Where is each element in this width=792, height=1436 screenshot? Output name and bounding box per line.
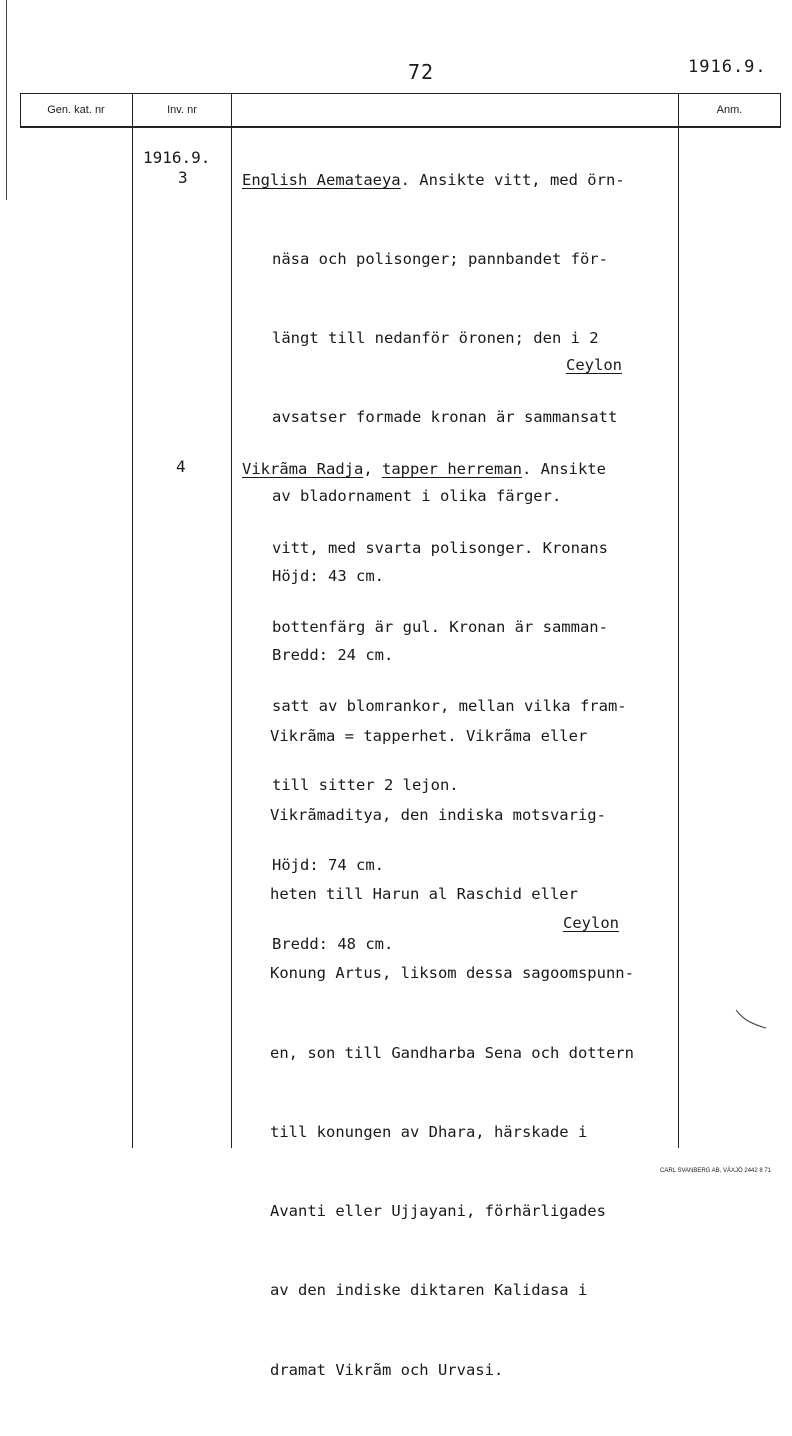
pen-stroke-mark xyxy=(734,1008,768,1030)
entry-width: Bredd: 24 cm. xyxy=(272,645,394,664)
inv-number-prefix: 1916.9. xyxy=(143,148,211,167)
column-divider-4 xyxy=(678,93,679,1148)
note-line: dramat Vikrãm och Urvasi. xyxy=(270,1360,504,1379)
entry-origin: Ceylon xyxy=(563,914,619,932)
left-edge-line xyxy=(6,0,7,200)
column-header-inv-nr: Inv. nr xyxy=(167,104,197,116)
note-line: Vikrãmaditya, den indiska motsvarig- xyxy=(270,806,606,825)
header-bottom-rule xyxy=(20,126,780,128)
entry-subtitle: tapper herreman xyxy=(382,460,522,478)
entry-title: Vikrãma Radja xyxy=(242,460,364,478)
entry-note xyxy=(270,670,634,1436)
entry-title: English Aemataeya xyxy=(242,171,401,189)
entry-first-line xyxy=(242,167,625,193)
entry-height: Höjd: 43 cm. xyxy=(272,566,384,585)
note-line: en, son till Gandharba Sena och dottern xyxy=(270,1043,634,1062)
note-line: Avanti eller Ujjayani, förhärligades xyxy=(270,1202,606,1221)
header-top-rule xyxy=(20,93,780,94)
page-number: 72 xyxy=(408,60,435,84)
entry-line: till sitter 2 lejon. xyxy=(272,776,459,795)
note-line: till konungen av Dhara, härskade i xyxy=(270,1122,588,1141)
entry-title-separator: , xyxy=(363,460,382,478)
printer-mark: CARL SVANBERG AB, VÄXJÖ 2442 8 71 xyxy=(660,1168,772,1174)
entry-first-line-rest: . Ansikte xyxy=(521,460,606,478)
entry-line: av bladornament i olika färger. xyxy=(272,487,562,506)
column-divider-1 xyxy=(20,93,21,128)
note-line: Vikrãma = tapperhet. Vikrãma eller xyxy=(270,726,588,745)
column-divider-3 xyxy=(231,93,232,1148)
note-line: av den indiske diktaren Kalidasa i xyxy=(270,1281,588,1300)
entry-line: längt till nedanför öronen; den i 2 xyxy=(272,329,599,348)
column-divider-2 xyxy=(132,93,133,1148)
entry-first-line-rest: . Ansikte vitt, med örn- xyxy=(400,171,625,189)
entry-line: bottenfärg är gul. Kronan är samman- xyxy=(272,618,608,637)
entry-line: vitt, med svarta polisonger. Kronans xyxy=(272,538,608,557)
entry-height: Höjd: 74 cm. xyxy=(272,855,384,874)
entry-line: satt av blomrankor, mellan vilka fram- xyxy=(272,697,627,716)
column-header-gen-kat-nr: Gen. kat. nr xyxy=(47,104,105,116)
entry-first-line xyxy=(242,456,606,482)
inv-number: 3 xyxy=(178,168,188,187)
note-line: heten till Harun al Raschid eller xyxy=(270,885,578,904)
entry-line: avsatser formade kronan är sammansatt xyxy=(272,408,618,427)
corner-reference: 1916.9. xyxy=(688,57,767,77)
column-divider-5 xyxy=(780,93,781,128)
column-header-anm: Anm. xyxy=(716,104,743,116)
note-line: Konung Artus, liksom dessa sagoomspunn- xyxy=(270,964,634,983)
entry-line: näsa och polisonger; pannbandet för- xyxy=(272,249,608,268)
inv-number: 4 xyxy=(176,457,186,476)
entry-width: Bredd: 48 cm. xyxy=(272,934,394,953)
entry-origin: Ceylon xyxy=(566,356,622,374)
